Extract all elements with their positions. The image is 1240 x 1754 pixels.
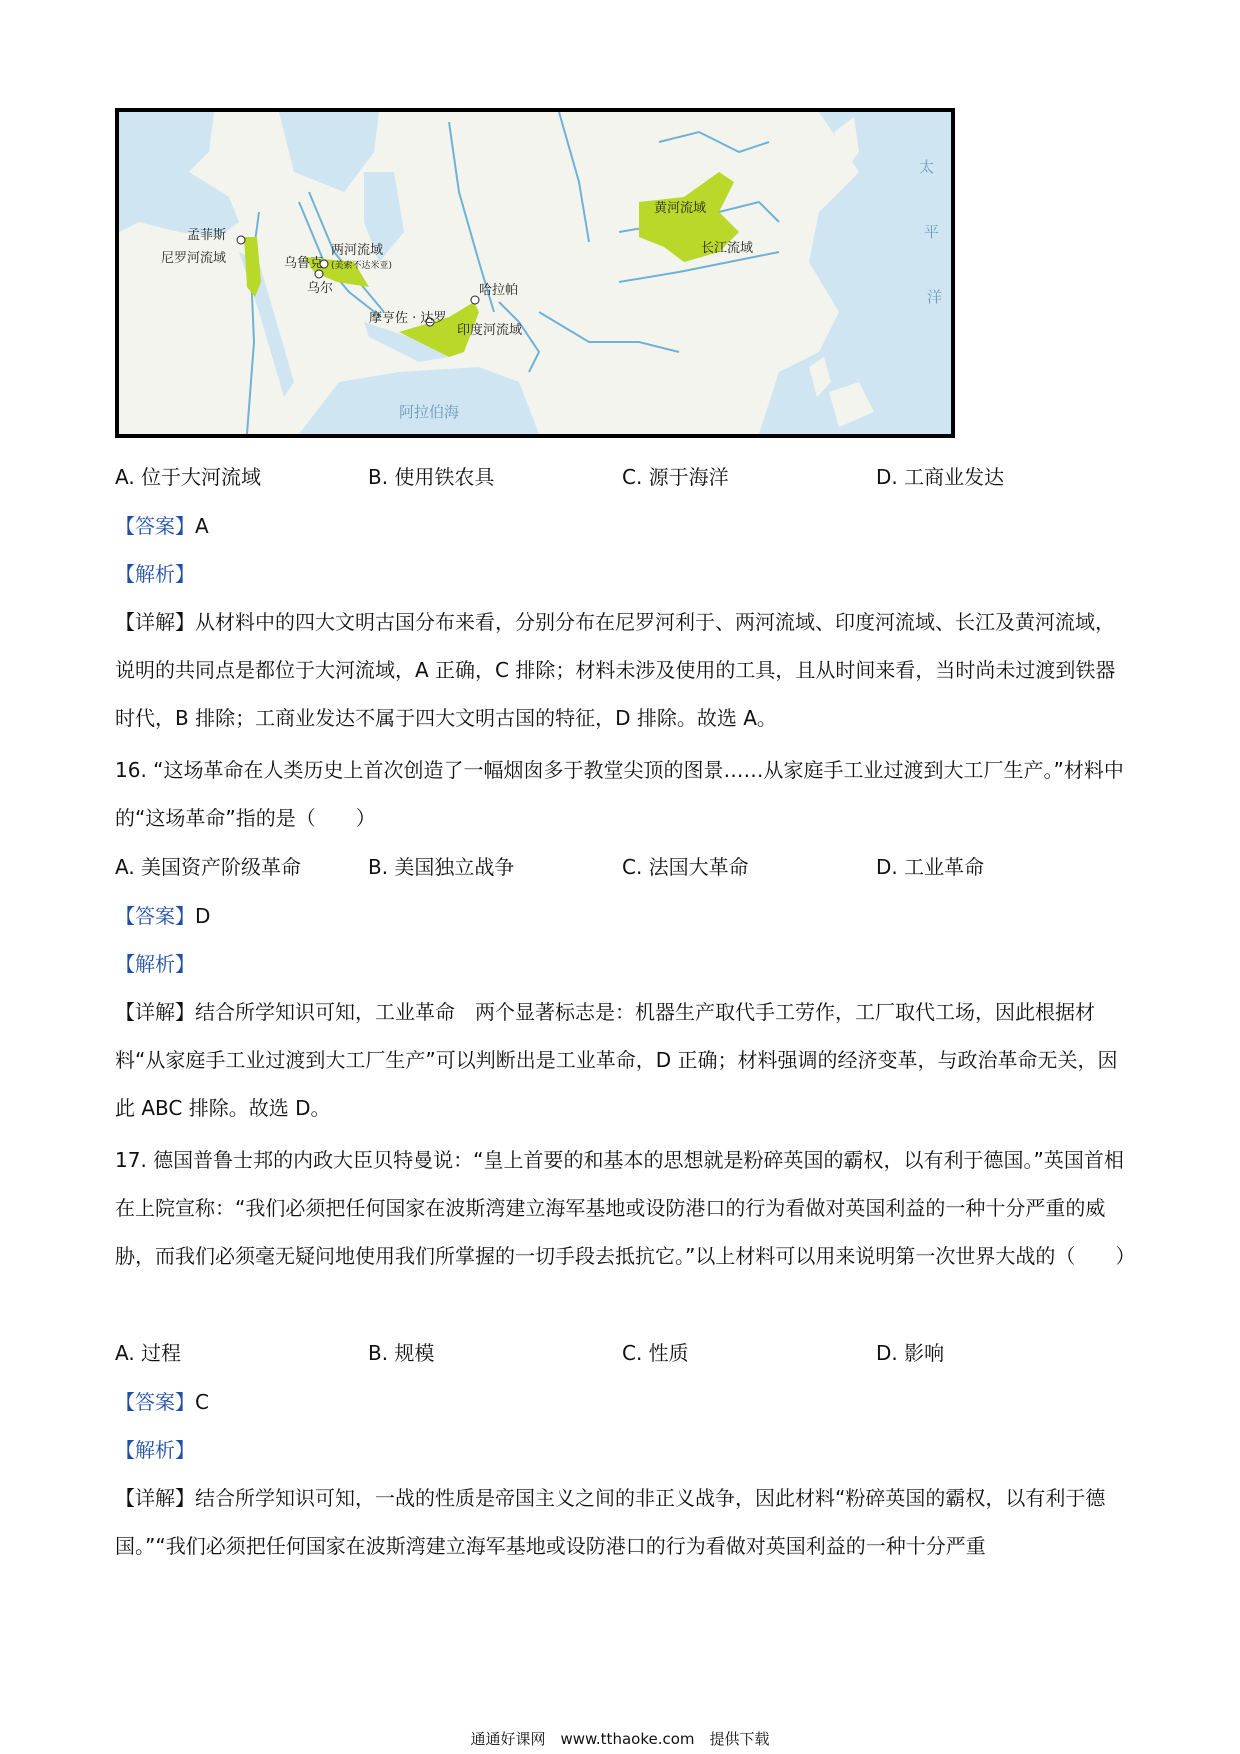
harappa-label: 哈拉帕 xyxy=(479,283,519,298)
civilizations-map xyxy=(115,108,955,438)
nile-label: 尼罗河流域 xyxy=(161,251,227,266)
ur-dot xyxy=(315,270,323,278)
answer-tag: 【答案】 xyxy=(115,904,195,928)
q17-stem: 17. 德国普鲁士邦的内政大臣贝特曼说：“皇上首要的和基本的思想就是粉碎英国的霸权，以有利于德国。”英国首相在上院宣称：“我们必须把任何国家在波斯湾建立海军基地或设防港口的行为看做对英国利益的一种十分严重的威胁，而我们必须毫无疑问地使用我们所掌握的一切手段去抵抗它。”以上材料可以用来说明第一次世界大战的（ ） xyxy=(115,1148,1136,1268)
q17-option-b: B. 规模 xyxy=(368,1341,435,1365)
yangtze-label: 长江流域 xyxy=(701,241,754,256)
q17-detail xyxy=(115,1474,1130,1570)
answer-value: D xyxy=(195,904,211,928)
detail-tag: 【详解】 xyxy=(115,610,195,634)
map-svg xyxy=(119,112,951,434)
q17-option-c: C. 性质 xyxy=(622,1341,689,1365)
q17-option-d: D. 影响 xyxy=(876,1341,945,1365)
pacific-label-3: 洋 xyxy=(927,288,943,306)
analysis-tag: 【解析】 xyxy=(115,952,195,976)
q16-option-a: A. 美国资产阶级革命 xyxy=(115,855,302,879)
q15-option-d: D. 工商业发达 xyxy=(876,465,1005,489)
q15-option-b: B. 使用铁农具 xyxy=(368,465,495,489)
q15-option-a: A. 位于大河流域 xyxy=(115,465,262,489)
pacific-label-2: 平 xyxy=(924,223,940,241)
analysis-tag: 【解析】 xyxy=(115,562,195,586)
indus-label: 印度河流域 xyxy=(457,323,523,338)
two-rivers-sub-label: (美索不达米亚) xyxy=(331,261,393,271)
q15-analysis xyxy=(115,559,195,589)
analysis-tag: 【解析】 xyxy=(115,1438,195,1462)
answer-tag: 【答案】 xyxy=(115,1390,195,1414)
detail-tag: 【详解】 xyxy=(115,1000,195,1024)
yellow-river-label: 黄河流域 xyxy=(654,201,707,216)
ur-label: 乌尔 xyxy=(307,281,334,296)
q16-analysis xyxy=(115,949,195,979)
two-rivers-label: 两河流域 xyxy=(331,243,384,258)
memphis-label: 孟菲斯 xyxy=(187,228,227,243)
uruk-label: 乌鲁克 xyxy=(284,256,324,271)
detail-text: 结合所学知识可知，工业革命 两个显著标志是：机器生产取代手工劳作，工厂取代工场，因此根据材料“从家庭手工业过渡到大工厂生产”可以判断出是工业革命，D 正确；材料强调的经济变革，与政治革命无关，因此 ABC 排除。故选 D。 xyxy=(115,1000,1118,1120)
mohenjo-label: 摩亨佐 · 达罗 xyxy=(369,311,447,326)
q17-answer xyxy=(115,1387,209,1417)
q16-stem: 16. “这场革命在人类历史上首次创造了一幅烟囱多于教堂尖顶的图景……从家庭手工业过渡到大工厂生产。”材料中的“这场革命”指的是（ ） xyxy=(115,758,1124,830)
q16-option-b: B. 美国独立战争 xyxy=(368,855,515,879)
q16-option-c: C. 法国大革命 xyxy=(622,855,749,879)
q16-option-d: D. 工业革命 xyxy=(876,855,985,879)
q17-option-a: A. 过程 xyxy=(115,1341,182,1365)
harappa-dot xyxy=(471,296,479,304)
memphis-dot xyxy=(237,236,245,244)
detail-text: 从材料中的四大文明古国分布来看，分别分布在尼罗河利于、两河流域、印度河流域、长江及黄河流域，说明的共同点是都位于大河流域，A 正确，C 排除；材料未涉及使用的工具，且从时间来看，当时尚未过渡到铁器时代，B 排除；工商业发达不属于四大文明古国的特征，D 排除。故选 A。 xyxy=(115,610,1116,730)
q17-analysis xyxy=(115,1435,195,1465)
q16-answer xyxy=(115,901,210,931)
answer-value: A xyxy=(195,514,209,538)
q15-answer xyxy=(115,511,209,541)
answer-tag: 【答案】 xyxy=(115,514,195,538)
q16-detail xyxy=(115,988,1130,1132)
pacific-label-1: 太 xyxy=(919,158,935,176)
arabian-sea-label: 阿拉伯海 xyxy=(399,403,460,421)
detail-tag: 【详解】 xyxy=(115,1486,195,1510)
answer-value: C xyxy=(195,1390,209,1414)
q15-detail xyxy=(115,598,1130,742)
q15-option-c: C. 源于海洋 xyxy=(622,465,729,489)
page-footer: 通通好课网 www.tthaoke.com 提供下载 xyxy=(470,1730,770,1748)
detail-text: 结合所学知识可知，一战的性质是帝国主义之间的非正义战争，因此材料“粉碎英国的霸权，以有利于德国。”“我们必须把任何国家在波斯湾建立海军基地或设防港口的行为看做对英国利益的一种十分严重 xyxy=(115,1486,1106,1558)
